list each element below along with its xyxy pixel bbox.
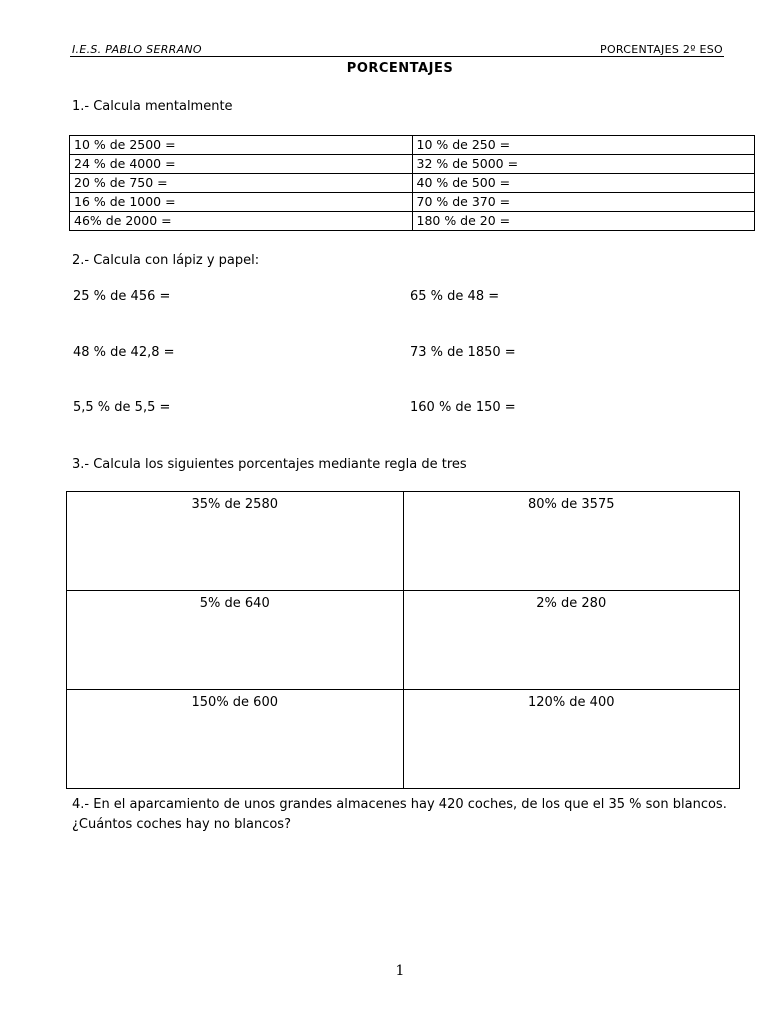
table-cell: 16 % de 1000 = xyxy=(70,193,413,212)
table-row xyxy=(70,174,755,193)
table-cell: 24 % de 4000 = xyxy=(70,155,413,174)
table-row xyxy=(67,492,740,591)
mental-calc-table xyxy=(69,135,755,231)
calc-item: 160 % de 150 = xyxy=(410,400,516,415)
table-cell: 120% de 400 xyxy=(403,690,740,789)
table-cell: 10 % de 250 = xyxy=(412,136,755,155)
calc-item: 65 % de 48 = xyxy=(410,289,500,304)
table-cell: 20 % de 750 = xyxy=(70,174,413,193)
section2-heading: 2.- Calcula con lápiz y papel: xyxy=(72,253,260,268)
table-row xyxy=(70,193,755,212)
table-cell: 80% de 3575 xyxy=(403,492,740,591)
table-cell: 35% de 2580 xyxy=(67,492,404,591)
page-number: 1 xyxy=(395,963,405,979)
header-rule xyxy=(70,56,724,57)
calc-item: 48 % de 42,8 = xyxy=(73,345,175,360)
section4-line2: ¿Cuántos coches hay no blancos? xyxy=(72,817,291,832)
table-cell: 2% de 280 xyxy=(403,591,740,690)
calc-item: 25 % de 456 = xyxy=(73,289,171,304)
table-cell: 10 % de 2500 = xyxy=(70,136,413,155)
table-row xyxy=(70,136,755,155)
table-row xyxy=(70,212,755,231)
rule-of-three-table xyxy=(66,491,740,789)
calc-item: 5,5 % de 5,5 = xyxy=(73,400,171,415)
header-school: I.E.S. PABLO SERRANO xyxy=(72,43,202,56)
table-row xyxy=(70,155,755,174)
page-title: PORCENTAJES xyxy=(346,61,454,76)
table-cell: 40 % de 500 = xyxy=(412,174,755,193)
section4-problem xyxy=(72,795,732,835)
calc-item: 73 % de 1850 = xyxy=(410,345,516,360)
section3-heading: 3.- Calcula los siguientes porcentajes mediante regla de tres xyxy=(72,457,467,472)
section1-heading: 1.- Calcula mentalmente xyxy=(72,99,233,114)
table-cell: 46% de 2000 = xyxy=(70,212,413,231)
header-subject: PORCENTAJES 2º ESO xyxy=(600,43,723,56)
section4-line1: 4.- En el aparcamiento de unos grandes almacenes hay 420 coches, de los que el 35 % son blancos. xyxy=(72,797,727,812)
table-row xyxy=(67,690,740,789)
table-row xyxy=(67,591,740,690)
table-cell: 32 % de 5000 = xyxy=(412,155,755,174)
table-cell: 180 % de 20 = xyxy=(412,212,755,231)
table-cell: 5% de 640 xyxy=(67,591,404,690)
table-cell: 150% de 600 xyxy=(67,690,404,789)
table-cell: 70 % de 370 = xyxy=(412,193,755,212)
